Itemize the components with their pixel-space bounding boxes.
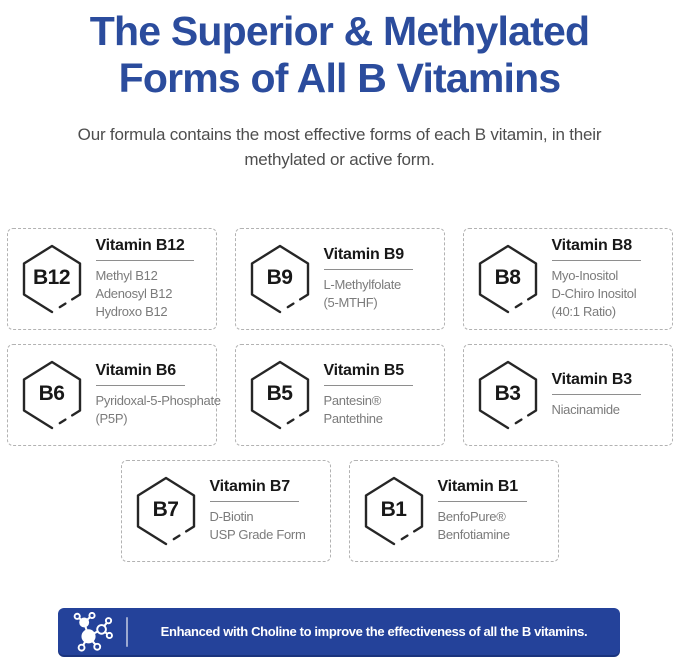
vitamin-card [463, 228, 673, 330]
page-title-line2: Forms of All B Vitamins [118, 54, 561, 101]
cards-row-3 [121, 460, 559, 562]
card-info [552, 237, 641, 321]
card-form-lines [324, 392, 413, 428]
card-form-line: Pantethine [323, 410, 383, 426]
vitamin-badge-label: B12 [32, 265, 71, 289]
card-form-line: Pantesin® [323, 392, 381, 408]
hexagon-badge [130, 467, 202, 555]
card-info [96, 237, 194, 321]
choline-banner [58, 608, 620, 655]
card-form-line: Niacinamide [551, 401, 620, 417]
card-form-line: USP Grade Form [209, 526, 306, 542]
card-title: Vitamin B7 [210, 478, 299, 502]
card-form-lines [95, 392, 221, 428]
card-title: Vitamin B8 [552, 237, 641, 261]
hexagon-badge [472, 351, 544, 439]
page-subtitle-line1: Our formula contains the most effective forms of each B vitamin, in their [77, 125, 602, 145]
vitamin-badge-label: B7 [152, 497, 179, 521]
vitamin-card [7, 228, 217, 330]
vitamin-badge-label: B1 [380, 497, 407, 521]
card-title: Vitamin B12 [96, 237, 194, 261]
card-form-line: Methyl B12 [95, 267, 158, 283]
card-form-line: BenfoPure® [437, 508, 506, 524]
page-title [0, 0, 679, 101]
card-form-line: Adenosyl B12 [95, 285, 173, 301]
card-form-line: (40:1 Ratio) [551, 303, 616, 319]
vitamin-card [121, 460, 331, 562]
hexagon-badge [16, 235, 88, 323]
card-form-line: Pyridoxal-5-Phosphate [95, 392, 221, 408]
vitamin-card [235, 228, 445, 330]
vitamin-card [463, 344, 673, 446]
vitamin-badge-label: B6 [38, 381, 65, 405]
card-info [95, 361, 221, 428]
hexagon-badge [472, 235, 544, 323]
banner-text: Enhanced with Choline to improve the effectiveness of all the B vitamins. [160, 624, 588, 639]
card-info [438, 478, 527, 544]
card-form-line: D-Chiro Inositol [551, 285, 637, 301]
card-title: Vitamin B1 [438, 478, 527, 502]
card-info [324, 362, 413, 428]
page-title-line1: The Superior & Methylated [89, 8, 590, 54]
card-form-lines [552, 401, 641, 419]
vitamin-card [235, 344, 445, 446]
card-info [552, 371, 641, 419]
hexagon-badge [358, 467, 430, 555]
card-form-line: Hydroxo B12 [95, 303, 168, 319]
card-form-lines [96, 267, 194, 321]
card-info [210, 478, 306, 544]
card-form-line: Benfotiamine [437, 526, 510, 542]
molecule-icon [58, 612, 126, 652]
cards-row-2 [7, 344, 673, 446]
card-title: Vitamin B3 [552, 371, 641, 395]
card-form-lines [438, 508, 527, 544]
card-title: Vitamin B9 [324, 246, 413, 270]
card-form-line: (P5P) [95, 410, 128, 426]
cards-row-1 [7, 228, 673, 330]
card-title: Vitamin B6 [96, 362, 185, 386]
hexagon-badge [244, 351, 316, 439]
card-info [324, 246, 413, 312]
vitamin-badge-label: B9 [266, 265, 293, 289]
card-form-line: L-Methylfolate [323, 276, 401, 292]
hexagon-badge [16, 351, 88, 439]
card-form-lines [324, 276, 413, 312]
page-subtitle [0, 123, 679, 171]
page-subtitle-line2: methylated or active form. [244, 149, 435, 169]
vitamin-card [7, 344, 221, 446]
card-form-line: D-Biotin [209, 508, 254, 524]
card-form-line: (5-MTHF) [323, 294, 378, 310]
card-form-lines [552, 267, 641, 321]
card-title: Vitamin B5 [324, 362, 413, 386]
vitamin-badge-label: B3 [494, 381, 521, 405]
vitamin-badge-label: B8 [494, 265, 521, 289]
vitamin-card [349, 460, 559, 562]
card-form-lines [210, 508, 306, 544]
hexagon-badge [244, 235, 316, 323]
card-form-line: Myo-Inositol [551, 267, 618, 283]
vitamin-badge-label: B5 [266, 381, 293, 405]
vitamin-cards-grid [0, 228, 679, 562]
